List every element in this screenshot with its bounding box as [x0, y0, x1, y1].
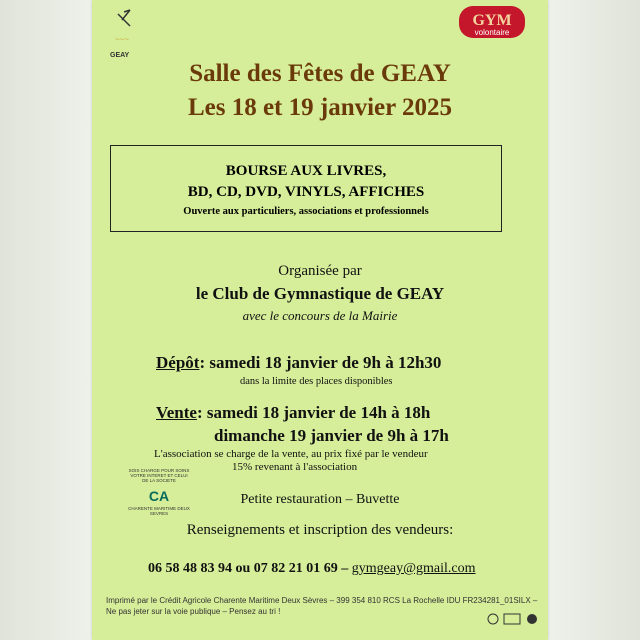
- contact-line: [148, 561, 476, 577]
- footer-printer: Imprimé par le Crédit Agricole Charente Maritime Deux Sèvres – 399 354 810 RCS La Rochelle IDU FR234281_01SILX –: [106, 596, 538, 605]
- depot-note: dans la limite des places disponibles: [240, 376, 393, 387]
- organiser-partner: avec le concours de la Mairie: [242, 308, 398, 323]
- eco-icon: [527, 614, 537, 624]
- info-heading: Renseignements et inscription des vendeurs:: [186, 522, 454, 538]
- depot-line: [156, 353, 441, 373]
- restauration-info: Petite restauration – Buvette: [240, 492, 400, 507]
- club-logo-label: GEAY: [110, 52, 130, 59]
- vente-saturday: : samedi 18 janvier de 14h à 18h: [196, 403, 431, 422]
- vente-note-1: L'association se charge de la vente, au prix fixé par le vendeur: [154, 448, 428, 460]
- triman-icon: [504, 614, 520, 624]
- svg-text:GYM: GYM: [472, 12, 512, 29]
- bank-name: CHARENTE MARITIME DEUX SEVRES: [128, 506, 190, 516]
- gym-volontaire-logo: [459, 6, 525, 38]
- gymnast-icon: [100, 6, 144, 58]
- footer-notice: Ne pas jeter sur la voie publique – Pensez au tri !: [106, 607, 281, 616]
- organiser-name: le Club de Gymnastique de GEAY: [195, 284, 445, 303]
- depot-label: Dépôt: [156, 353, 200, 372]
- contact-phones: 06 58 48 83 94 ou 07 82 21 01 69 –: [148, 561, 352, 576]
- sponsor-tagline: SOIS CHARGE POUR SOINS VOTRE INTERET ET CELUI DE LA SOCIETE: [128, 468, 190, 483]
- event-location: Salle des Fêtes de GEAY: [189, 60, 451, 87]
- vente-note-2: 15% revenant à l'association: [232, 461, 358, 473]
- vente-sunday: dimanche 19 janvier de 9h à 17h: [214, 426, 449, 445]
- svg-text:~~~: ~~~: [114, 35, 130, 44]
- recycle-icon: [488, 614, 498, 624]
- vente-label: Vente: [156, 403, 197, 422]
- svg-text:CA: CA: [148, 488, 170, 504]
- depot-schedule: : samedi 18 janvier de 9h à 12h30: [199, 353, 442, 372]
- event-dates: Les 18 et 19 janvier 2025: [187, 94, 453, 121]
- fair-box: [110, 145, 502, 232]
- fair-title: BOURSE AUX LIVRES,: [225, 163, 387, 179]
- organised-by: Organisée par: [278, 263, 362, 279]
- svg-text:volontaire: volontaire: [474, 28, 510, 37]
- fair-audience: Ouverte aux particuliers, associations et professionnels: [183, 206, 429, 217]
- fair-items: BD, CD, DVD, VINYLS, AFFICHES: [187, 184, 425, 200]
- club-logo: [100, 6, 144, 58]
- recycling-icons: [486, 612, 540, 626]
- poster: [92, 0, 548, 640]
- vente-line: [156, 403, 430, 423]
- contact-email[interactable]: gymgeay@gmail.com: [351, 561, 476, 576]
